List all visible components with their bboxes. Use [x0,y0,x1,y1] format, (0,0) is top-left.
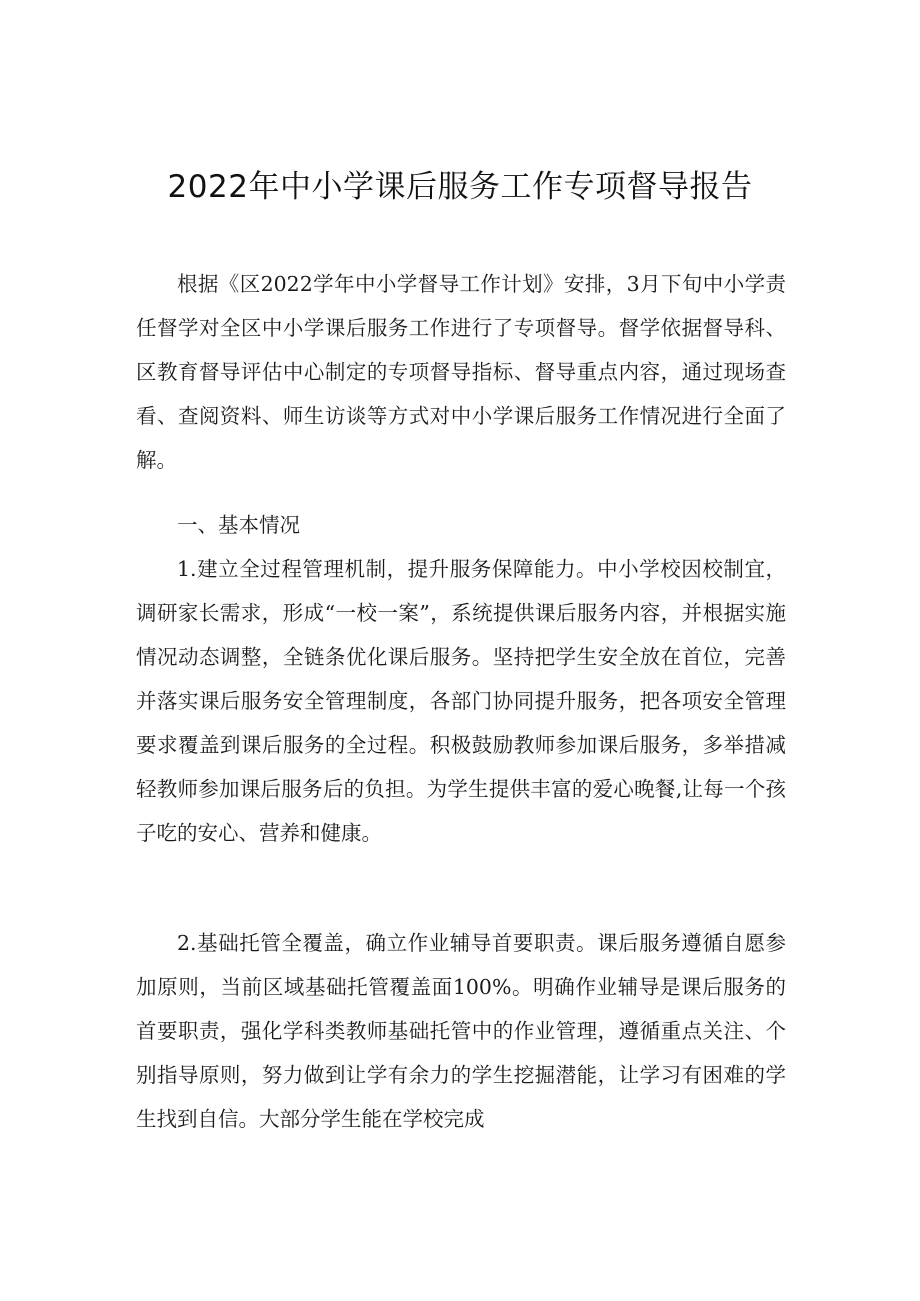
section-heading-block [136,503,786,547]
section-heading: 一、基本情况 [177,513,300,537]
item2-paragraph-block [136,921,786,1141]
item2-paragraph: 2.基础托管全覆盖，确立作业辅导首要职责。课后服务遵循自愿参加原则，当前区域基础托管覆盖面100%。明确作业辅导是课后服务的首要职责，强化学科类教师基础托管中的作业管理，遵循重点关注、个别指导原则，努力做到让学有余力的学生挖掘潜能，让学习有困难的学生找到自信。大部分学生能在学校完成 [136,931,786,1131]
document-title: 2022年中小学课后服务工作专项督导报告 [167,169,753,205]
intro-paragraph: 根据《区2022学年中小学督导工作计划》安排，3月下旬中小学责任督学对全区中小学课后服务工作进行了专项督导。督学依据督导科、区教育督导评估中心制定的专项督导指标、督导重点内容，通过现场查看、查阅资料、师生访谈等方式对中小学课后服务工作情况进行全面了解。 [136,272,786,472]
intro-paragraph-block [136,262,786,482]
item1-paragraph: 1.建立全过程管理机制，提升服务保障能力。中小学校因校制宜，调研家长需求，形成“一校一案”，系统提供课后服务内容，并根据实施情况动态调整，全链条优化课后服务。坚持把学生安全放在首位，完善并落实课后服务安全管理制度，各部门协同提升服务，把各项安全管理要求覆盖到课后服务的全过程。积极鼓励教师参加课后服务，多举措减轻教师参加课后服务后的负担。为学生提供丰富的爱心晚餐,让每一个孩子吃的安心、营养和健康。 [136,557,786,845]
item1-paragraph-block [136,547,786,855]
